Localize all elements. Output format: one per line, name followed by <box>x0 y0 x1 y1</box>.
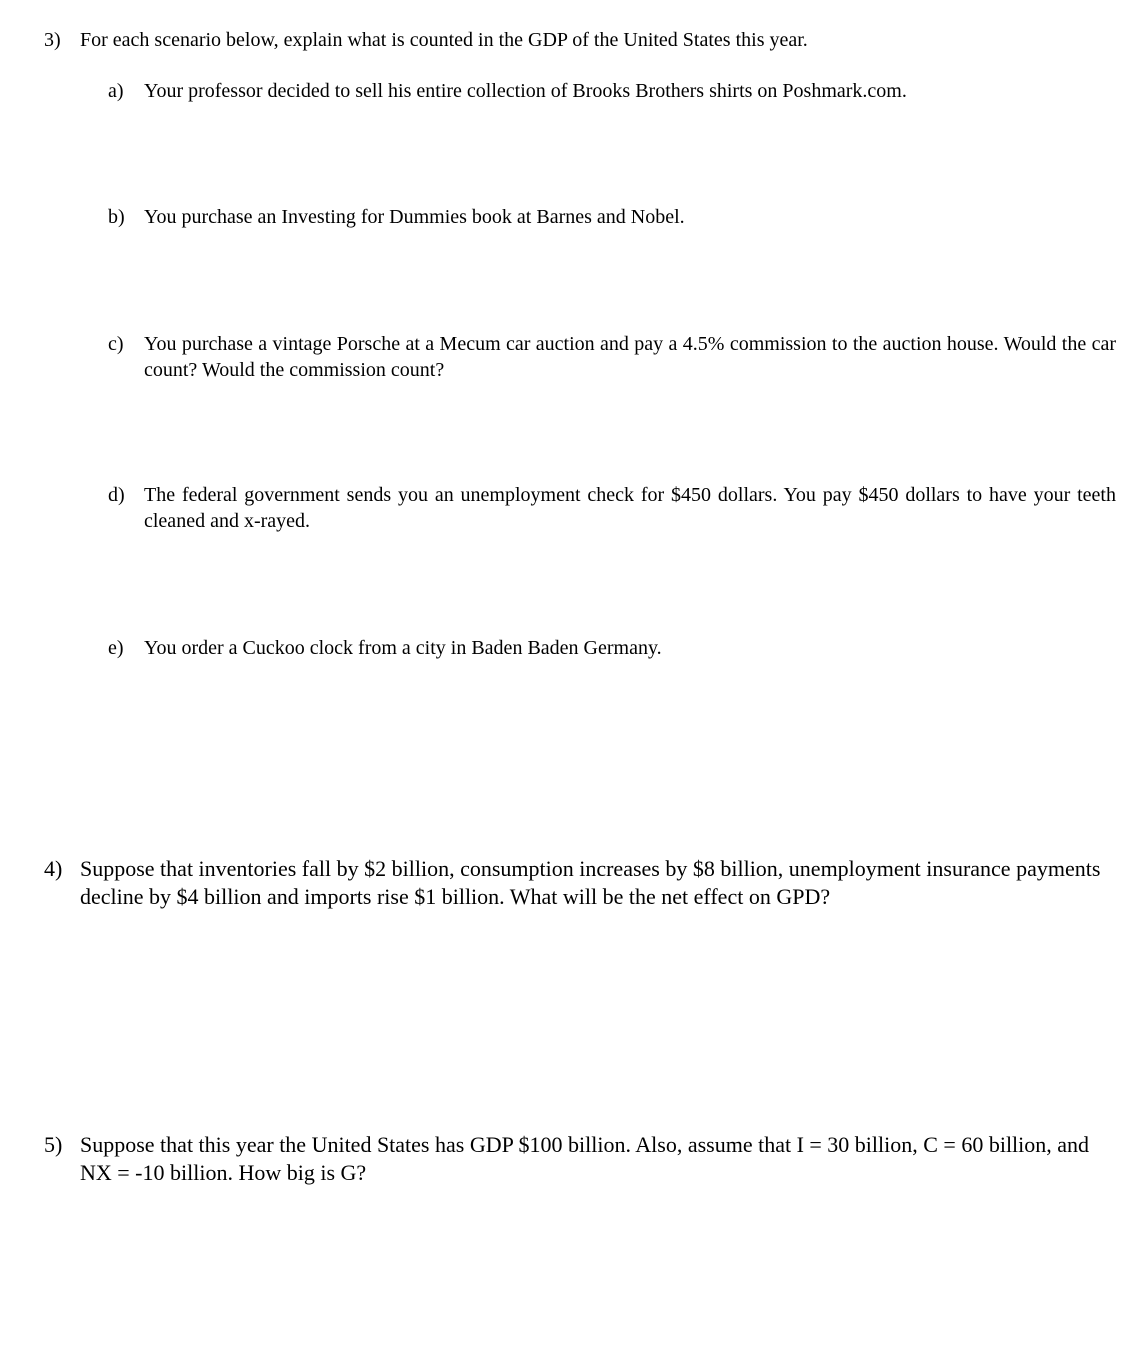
scenario-letter: b) <box>108 206 125 228</box>
question-number: 3) <box>44 29 61 51</box>
question-text: Suppose that inventories fall by $2 billion, consumption increases by $8 billion, unemployment insurance payments decline by $4 billion and imports rise $1 billion. What will be the net effect on GPD? <box>80 856 1101 909</box>
question-5 <box>44 1131 1104 1187</box>
scenario-text: Your professor decided to sell his entire collection of Brooks Brothers shirts on Poshmark.com. <box>144 80 907 102</box>
scenario-a <box>108 78 1116 104</box>
scenario-text: The federal government sends you an unemployment check for $450 dollars. You pay $450 dollars to have your teeth cleaned and x-rayed. <box>144 484 1116 532</box>
scenario-e <box>108 635 1116 661</box>
question-number: 5) <box>44 1132 63 1157</box>
question-text: For each scenario below, explain what is counted in the GDP of the United States this year. <box>80 29 808 51</box>
question-3 <box>44 27 1124 53</box>
scenario-text: You order a Cuckoo clock from a city in Baden Baden Germany. <box>144 637 662 659</box>
question-4 <box>44 855 1104 911</box>
scenario-text: You purchase an Investing for Dummies book at Barnes and Nobel. <box>144 206 685 228</box>
scenario-text: You purchase a vintage Porsche at a Mecum car auction and pay a 4.5% commission to the auction house. Would the car count? Would the commission count? <box>144 333 1116 381</box>
scenario-b <box>108 204 1116 230</box>
question-number: 4) <box>44 856 63 881</box>
scenario-letter: a) <box>108 80 124 102</box>
scenario-letter: e) <box>108 637 124 659</box>
scenario-letter: d) <box>108 484 125 506</box>
scenario-c <box>108 331 1116 383</box>
scenario-d <box>108 482 1116 534</box>
question-text: Suppose that this year the United States has GDP $100 billion. Also, assume that I = 30 billion, C = 60 billion, and NX = -10 billion. How big is G? <box>80 1132 1090 1185</box>
scenario-letter: c) <box>108 333 124 355</box>
